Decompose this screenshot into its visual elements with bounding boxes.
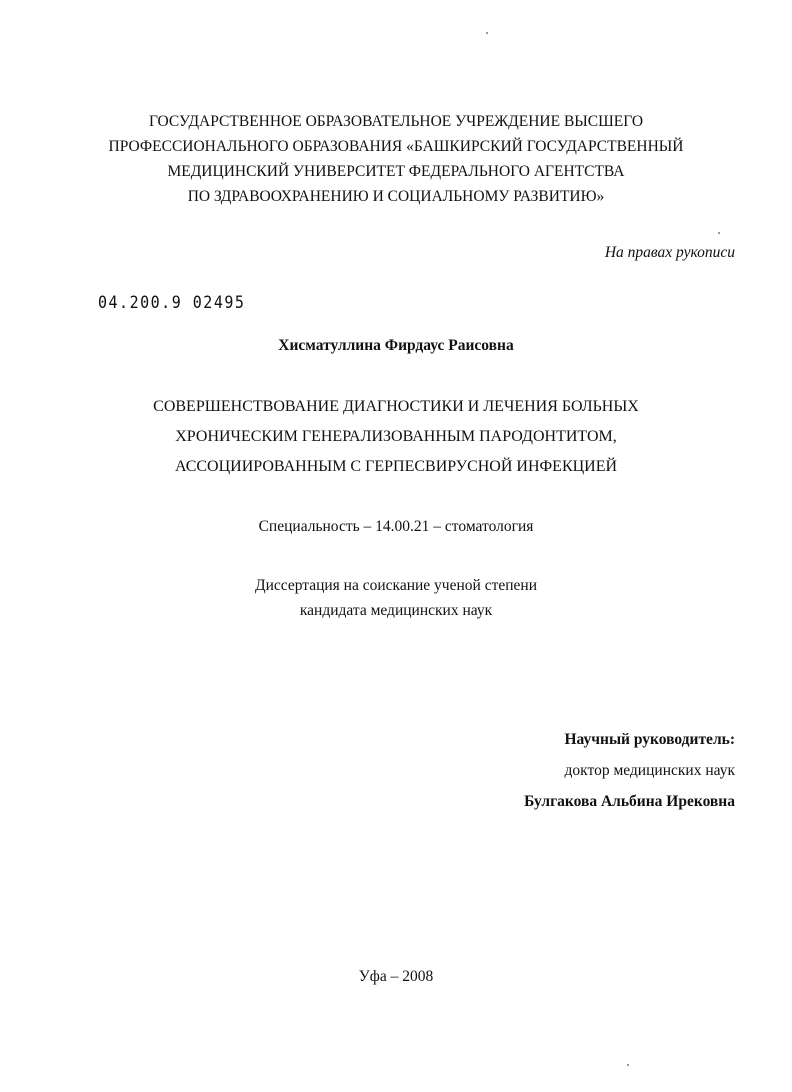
scan-speck	[718, 232, 720, 234]
manuscript-rights-note: На правах рукописи	[604, 244, 735, 261]
city-year: Уфа – 2008	[358, 968, 434, 985]
title-line: СОВЕРШЕНСТВОВАНИЕ ДИАГНОСТИКИ И ЛЕЧЕНИЯ БОЛЬНЫХ	[153, 398, 639, 415]
institution-line: ПРОФЕССИОНАЛЬНОГО ОБРАЗОВАНИЯ «БАШКИРСКИЙ ГОСУДАРСТВЕННЫЙ	[108, 138, 684, 155]
title-line: АССОЦИИРОВАННЫМ С ГЕРПЕСВИРУСНОЙ ИНФЕКЦИЕЙ	[174, 458, 618, 475]
degree-line: кандидата медицинских наук	[299, 602, 493, 619]
supervisor-name: Булгакова Альбина Ирековна	[524, 793, 735, 810]
supervisor-degree: доктор медицинских наук	[564, 762, 735, 779]
supervisor-block	[524, 724, 735, 817]
supervisor-label: Научный руководитель:	[564, 731, 735, 748]
institution-line: ГОСУДАРСТВЕННОЕ ОБРАЗОВАТЕЛЬНОЕ УЧРЕЖДЕНИЕ ВЫСШЕГО	[148, 113, 644, 130]
dissertation-title	[0, 392, 792, 482]
scan-speck	[486, 32, 488, 34]
degree-line: Диссертация на соискание ученой степени	[255, 577, 537, 594]
institution-line: ПО ЗДРАВООХРАНЕНИЮ И СОЦИАЛЬНОМУ РАЗВИТИЮ»	[187, 188, 605, 205]
institution-heading	[0, 109, 792, 209]
institution-line: МЕДИЦИНСКИЙ УНИВЕРСИТЕТ ФЕДЕРАЛЬНОГО АГЕНТСТВА	[167, 163, 625, 180]
specialty-line: Специальность – 14.00.21 – стоматология	[258, 518, 534, 535]
title-line: ХРОНИЧЕСКИМ ГЕНЕРАЛИЗОВАННЫМ ПАРОДОНТИТОМ,	[175, 428, 617, 445]
degree-statement	[0, 573, 792, 623]
author-name: Хисматуллина Фирдаус Раисовна	[278, 337, 514, 354]
scan-speck	[627, 1064, 629, 1066]
registry-number: 04.200.9 02495	[98, 292, 246, 313]
